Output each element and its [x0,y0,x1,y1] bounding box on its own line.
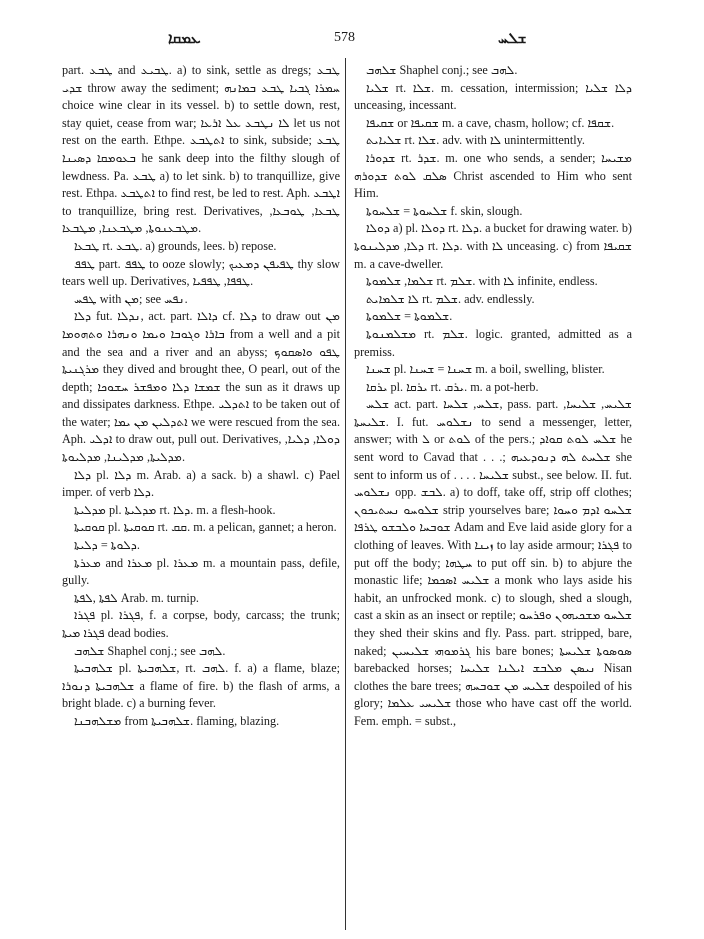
dictionary-entry: ܫܠܡܐ, ܫܠܡܘܬܐ rt. ܫܠܡ. with ܠܐ infinite, endless. [366,274,598,289]
running-head-right: ܫܠܚ [498,31,527,47]
dictionary-entry: ܠܐ ܫܠܡܐܝܬ rt. ܫܠܡ. adv. endlessly. [366,291,535,306]
dictionary-entry: ܩܘܩܝܬܐ pl. ܩܘܩܝܬܐ rt. ܩܩ. m. a pelican, gannet; a heron. [74,520,337,535]
dictionary-entry: ܕܠܐ pl. ܕܠܐ m. Arab. a) a sack. b) a shawl. c) Pael imper. of verb ܕܠܐ. [62,467,341,500]
left-column [62,62,340,731]
dictionary-entry: ܫܠܡܘܬܐ = ܫܠܡܘܬܐ. [366,309,453,324]
dictionary-entry: ܡܕܠܝܬܐ pl. ܡܕܠܝܬܐ rt. ܕܠܐ. m. a flesh-hook. [74,502,276,517]
dictionary-entry: ܫܠܗܒ Shaphel conj.; see ܠܗܒ. [74,643,226,658]
dictionary-entry: ܕܘܠܐ a) pl. ܕܘܠܐ rt. ܕܠܐ. a bucket for drawing water. b) ܕܠܐ, ܡܕܠܝܢܘܬܐ rt. ܕܠܐ. with ܠܐ unceasing. c) from ܫܩܝܦܐ m. a cave-dweller. [354,221,632,271]
dictionary-entry: ܫܠܚ act. part. ܫܠܚ, ܫܠܚܐ, pass. part. ܫܠܝܚ, ܫܠܝܚܐ, ܫܠܝܚܬܐ. I. fut. ܢܫܠܘܚ to send a messenger, letter, answer; with ܠ or ܠܘܬ of the pers.; ܫܠܚ ܠܘܬ ܩܘܐܕ he sent word to Cavad that . . .; ܫܠܚܬ ܠܗ ܕܢܘܕܥܝܗ she sent to inform us of . . . . ܫܠܝܚܐ subst., see below. II. fut. ܢܫܠܘܚ opp. ܠܒܫ. a) to doff, take off, strip off clothes; ܫܠܘܚܘ ܢܚܬܝܟܘܢ strip yourselves bare; ܫܠܚܘ ܐܕܡ ܘܚܘܐ ܫܘܒܚܐ ܘܠܒܫܘ ܛܪܦܐ Adam and Eve laid aside glory for a clothing of leaves. With ܙܝܢܐ to lay aside armour; ܦܓܪܐ to put off the body; ܚܛܗܐ to put off sin. b) to abjure the monastic life; ܫܠܝܚ ܐܣܟܡܐ a monk who lays aside his habit, an unfrocked monk. c) to slough, shed a slough, cast a skin as an insect or reptile; ܫܠܚܘ ܡܫܟܝܗܘܢ ܘܦܪܚܘ they shed their skins and fly. Pass. part. stripped, bare, naked; ܓܪܡܘܗܝ ܫܠܝܚܝܢ his bare bones; ܣܘܣܘܬܐ ܫܠܝܚܬܐ barebacked horses; ܢܝܣܢ ܡܠܒܫ ܐܝܠܢܐ ܫܠܝܚܐ Nisan clothes the bare trees; ܫܠܝܚ ܡܢ ܫܘܒܚܗ despoiled of his glory; ܫܠܝܚܝ ܥܠܡܐ those who have cast off the world. Fem. emph. = subst., [354,397,633,728]
dictionary-entry: ܕܠܘܬܐ = ܕܠܝܬܐ. [74,538,140,553]
dictionary-entry: ܡܫܠܡܢܘܬܐ rt. ܫܠܡ. logic. granted, admitted as a premiss. [354,326,632,359]
column-divider [345,58,346,930]
dictionary-entry: ܡܫܠܗܒܢܐ from ܫܠܗܒܝܬܐ. flaming, blazing. [74,713,280,728]
dictionary-entry: ܛܦܚ with ܡܢ; see ܢܦܚ. [74,291,188,306]
dictionary-entry: ܕܠܐ fut. ܢܕܠܐ, act. part. ܕܐܠܐ cf. ܕܠܐ to draw out ܡܢ ܒܐܪܐ ܘܓܘܒܐ ܘܝܡܐ ܘܢܗܪܐ ܘܬܗܘܡܐ from a well and a pit and the sea and a river and an abyss; ܛܦܘ ܘܐܣܩܘܟ ܡܪܓܢܝܬܐ they dived and brought thee, O pearl, out of the depth; ܫܡܫܐ ܕܠܐ ܘܡܦܫܪ ܚܫܘܟܐ the sun as it draws up and dissipates darkness. Ethpe. ܐܬܕܠܝ to be taken out of the water; ܐܬܕܠܝܢ ܡܢ ܝܡܐ we were rescued from the sea. Aph. ܐܕܠܝ to draw out, pull out. Derivatives, ܕܘܠܐ, ܕܠܝܐ, ܡܕܠܝܬܐ, ܡܕܠܝܢܐ, ܡܕܠܝܘܬܐ. [62,309,341,465]
dictionary-entry: ܠܦܬܐ ,ܠܦܬܐ Arab. m. turnip. [74,590,199,605]
dictionary-entry: ܦܓܪܐ pl. ܦܓܪܐ, f. a corpse, body, carcass; the trunk; ܦܓܪܐ ܡܝܬܐ dead bodies. [62,608,340,640]
right-column [354,62,632,731]
running-head-left: ܥܡܩܐ [168,31,201,47]
dictionary-entry: ܫܠܝܐ rt. ܫܠܐ. m. cessation, intermission; ܕܠܐ ܫܠܝܐ unceasing, incessant. [354,80,632,113]
dictionary-entry: ܫܩܝܦܐ or ܫܩܝܦܐ m. a cave, chasm, hollow; cf. ܫܩܦܐ. [366,115,615,130]
dictionary-entry: part. ܛܒܥ and ܛܒܝܥ. a) to sink, settle as dregs; ܛܒܥ ܫܕܝ throw away the sediment; ܚܡܪܐ ܓܒܝܐ ܛܒܥ ܒܡܐܢܗ choice wine clear in its vessel. b) to settle down, rest, stay quiet, cease from war; ܠܐ ܢܛܒܥ ܥܠ ܐܪܥܐ let us not rest on the earth. Ethpe. ܐܬܛܒܥ to sink, subside; ܛܒܥ ܒܥܘܡܩܐ ܕܣܝܢܐ he sank deep into the filthy slough of lewdness. Pa. ܛܒܥ a) to let sink. b) to tranquillize, give rest. Ethpa. ܐܬܛܒܥ to find rest, be led to rest. Aph. ܐܛܒܥ to tranquillize, bring rest. Derivatives, ܛܒܥܐ, ܛܘܒܥܐ, ܡܛܒܥܢܘܬܐ, ܡܛܒܥܢܐ, ܡܛܒܥܐ. [62,63,341,236]
dictionary-entry: ܫܠܗܒ Shaphel conj.; see ܠܗܒ. [366,63,518,77]
dictionary-entry: ܡܥܪܬܐ and ܡܥܪܐ pl. ܡܥܪܐ m. a mountain pass, defile, gully. [62,555,340,588]
dictionary-entry: ܫܚܢܐ pl. ܫܚܢܐ = ܫܚܢܐ m. a boil, swelling, blister. [366,362,605,377]
dictionary-entry: ܫܠܝܐܝܬ rt. ܫܠܐ. adv. with ܠܐ unintermittently. [366,133,585,148]
dictionary-entry: ܫܠܚܘܬܐ = ܫܠܚܘܬܐ f. skin, slough. [366,203,523,218]
dictionary-entry: ܝܪܩܐ pl. ܝܪܩܐ rt. ܝܪܩ. m. a pot-herb. [366,379,539,394]
page-number: 578 [334,30,355,45]
dictionary-entry: ܫܠܗܒܝܬܐ pl. ܫܠܗܒܝܬܐ, rt. ܠܗܒ. f. a) a flame, blaze; ܫܠܗܒܝܬܐ ܕܢܘܪܐ a flame of fire. b) the flash of arms, a bright blade. c) a burning fever. [62,661,341,711]
dictionary-entry: ܛܦܦ part. ܛܦܦ to ooze slowly; ܛܦܝܦܢ ܕܡܥܝܟ thy slow tears well up. Derivatives, ܛܦܦܐ, ܛܦܦܝܐ. [62,256,340,289]
dictionary-entry: ܫܕܘܪܐ rt. ܫܕܪ. m. one who sends, a sender; ܡܫܝܚܐ ܣܠܩ ܠܘܬ ܫܕܘܪܗ Christ ascended to Him who sent Him. [354,150,632,201]
dictionary-entry: ܛܒܥܐ rt. ܛܒܥ. a) grounds, lees. b) repose. [74,238,277,253]
